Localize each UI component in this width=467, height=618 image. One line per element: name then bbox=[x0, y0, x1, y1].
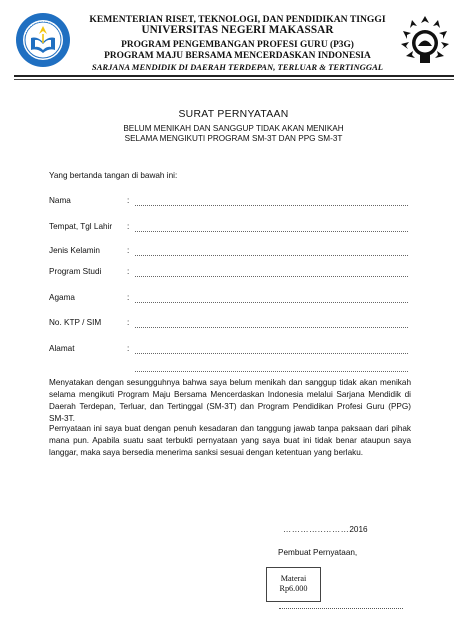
signature-line[interactable] bbox=[279, 608, 403, 609]
letter-subtitle-1: BELUM MENIKAH DAN SANGGUP TIDAK AKAN MENIKAH bbox=[123, 124, 344, 133]
field-fill-line-tempat-tgl-lahir[interactable] bbox=[135, 231, 408, 232]
letter-title: SURAT PERNYATAAN bbox=[178, 109, 289, 120]
unm-logo bbox=[398, 13, 452, 67]
field-colon: : bbox=[127, 318, 130, 327]
field-fill-line-alamat-1[interactable] bbox=[135, 353, 408, 354]
header-divider-thin bbox=[14, 79, 454, 80]
field-colon: : bbox=[127, 246, 130, 255]
field-colon: : bbox=[127, 196, 130, 205]
field-fill-line-agama[interactable] bbox=[135, 302, 408, 303]
stamp-label: Materai bbox=[280, 574, 307, 583]
field-colon: : bbox=[127, 222, 130, 231]
field-fill-line-alamat-2[interactable] bbox=[135, 371, 408, 372]
header-divider-thick bbox=[14, 75, 454, 77]
header-university: UNIVERSITAS NEGERI MAKASSAR bbox=[141, 24, 334, 36]
field-fill-line-nama[interactable] bbox=[135, 205, 408, 206]
header-program-p3g: PROGRAM PENGEMBANGAN PROFESI GURU (P3G) bbox=[121, 40, 354, 50]
intro-text: Yang bertanda tangan di bawah ini: bbox=[49, 171, 178, 180]
field-label-nama: Nama bbox=[49, 196, 71, 205]
field-fill-line-no-ktp-sim[interactable] bbox=[135, 327, 408, 328]
field-label-no-ktp-sim: No. KTP / SIM bbox=[49, 318, 102, 327]
stamp-value: Rp6.000 bbox=[279, 584, 308, 593]
field-fill-line-jenis-kelamin[interactable] bbox=[135, 255, 408, 256]
header-ministry: KEMENTERIAN RISET, TEKNOLOGI, DAN PENDIDIKAN TINGGI bbox=[89, 14, 386, 25]
field-colon: : bbox=[127, 293, 130, 302]
field-colon: : bbox=[127, 344, 130, 353]
field-label-tempat-tgl-lahir: Tempat, Tgl Lahir bbox=[49, 222, 113, 231]
header-program-maju-bersama: PROGRAM MAJU BERSAMA MENCERDASKAN INDONESIA bbox=[104, 51, 371, 61]
kemenristekdikti-logo bbox=[15, 12, 71, 68]
signer-label: Pembuat Pernyataan, bbox=[278, 548, 358, 557]
field-label-jenis-kelamin: Jenis Kelamin bbox=[49, 246, 100, 255]
letter-subtitle-2: SELAMA MENGIKUTI PROGRAM SM-3T DAN PPG SM-3T bbox=[124, 134, 343, 143]
date-line[interactable] bbox=[283, 525, 368, 534]
field-label-agama: Agama bbox=[49, 293, 75, 302]
statement-paragraph-1: Menyatakan dengan sesungguhnya bahwa saya belum menikah dan sanggup tidak akan menikah selama mengikuti Program Maju Bersama Mencerdaskan Indonesia melalui Sarjana Mendidik di Daerah Terdepan, Terluar, dan Tertinggal (SM-3T) dan Program Pendidikan Profesi Guru (PPG) SM-3T. bbox=[49, 378, 411, 423]
statement-paragraph-2: Pernyataan ini saya buat dengan penuh kesadaran dan tanggung jawab tanpa paksaan dari pihak mana pun. Apabila suatu saat terbukti pernyataan yang saya buat ini tidak benar ataupun saya langgar, maka saya bersedia menerima sanksi sesuai dengan ketentuan yang berlaku. bbox=[49, 424, 411, 457]
date-blank: …………..……… bbox=[283, 525, 350, 534]
date-year: 2016 bbox=[349, 525, 368, 534]
field-label-alamat: Alamat bbox=[49, 344, 75, 353]
field-fill-line-program-studi[interactable] bbox=[135, 276, 408, 277]
field-label-program-studi: Program Studi bbox=[49, 267, 102, 276]
header-sm3t: SARJANA MENDIDIK DI DAERAH TERDEPAN, TERLUAR & TERTINGGAL bbox=[91, 62, 384, 72]
field-colon: : bbox=[127, 267, 130, 276]
duty-stamp-box bbox=[266, 567, 321, 602]
